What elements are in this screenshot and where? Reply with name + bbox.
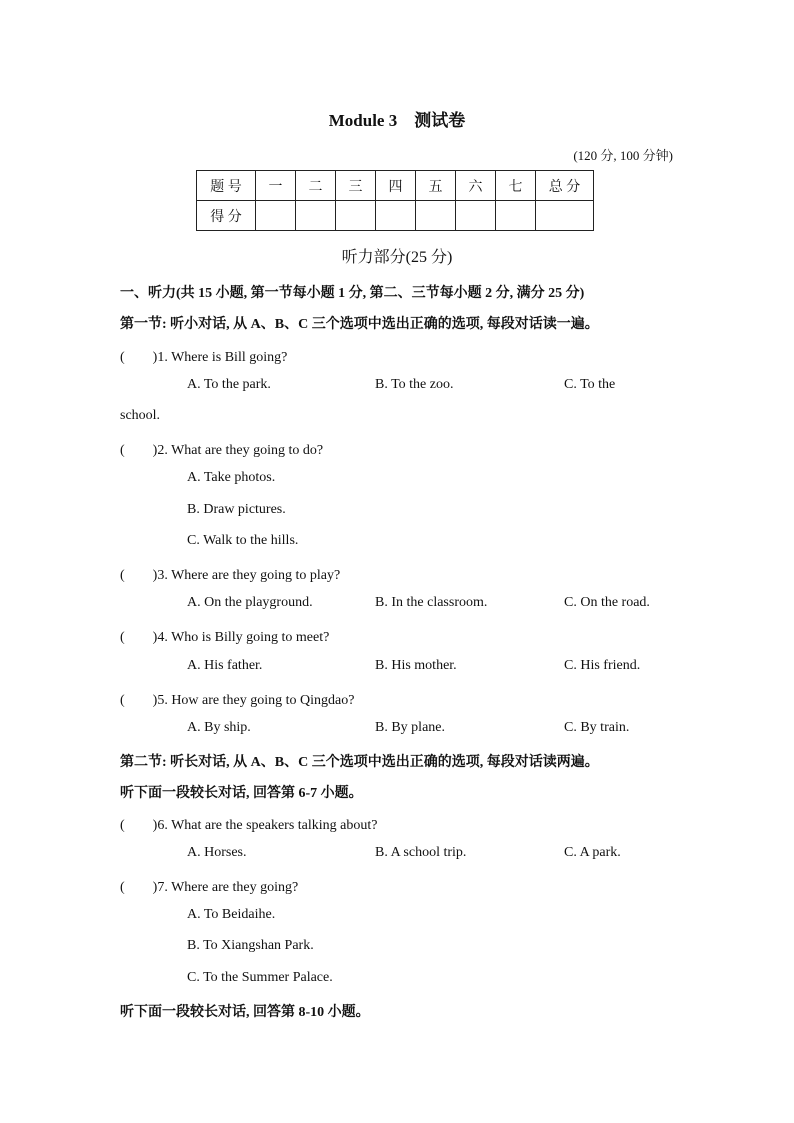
score-cell <box>416 201 456 231</box>
option-a: A. Horses. <box>187 845 247 860</box>
score-header-cell: 六 <box>456 171 496 201</box>
score-cell <box>496 201 536 231</box>
score-cell <box>256 201 296 231</box>
option-a: A. His father. <box>187 658 263 673</box>
subsection-heading: 第一节: 听小对话, 从 A、B、C 三个选项中选出正确的选项, 每段对话读一遍。 <box>120 317 599 332</box>
subsection-heading: 第二节: 听长对话, 从 A、B、C 三个选项中选出正确的选项, 每段对话读两遍。 <box>120 755 599 770</box>
score-header-cell: 一 <box>256 171 296 201</box>
time-score-note: (120 分, 100 分钟) <box>573 148 673 163</box>
score-cell <box>336 201 376 231</box>
score-header-cell: 二 <box>296 171 336 201</box>
dialog-note: 听下面一段较长对话, 回答第 6-7 小题。 <box>120 786 363 801</box>
option-a: A. To the park. <box>187 377 271 392</box>
score-table-header-row <box>197 171 594 201</box>
part-title: 听力部分(25 分) <box>341 249 453 266</box>
question-stem: ( )4. Who is Billy going to meet? <box>120 630 330 645</box>
score-cell <box>296 201 336 231</box>
score-header-cell: 五 <box>416 171 456 201</box>
score-table <box>196 170 594 231</box>
option-c: C. By train. <box>564 720 630 735</box>
question-stem: ( )5. How are they going to Qingdao? <box>120 693 355 708</box>
question-stem: ( )2. What are they going to do? <box>120 443 324 458</box>
option-a: A. To Beidaihe. <box>187 907 276 922</box>
score-header-cell: 四 <box>376 171 416 201</box>
option-b: B. Draw pictures. <box>187 502 286 517</box>
option-b: B. To the zoo. <box>375 377 454 392</box>
score-header-cell: 总 分 <box>536 171 594 201</box>
question-stem: ( )6. What are the speakers talking about? <box>120 818 378 833</box>
dialog-note: 听下面一段较长对话, 回答第 8-10 小题。 <box>120 1005 370 1020</box>
question-stem: ( )3. Where are they going to play? <box>120 568 341 583</box>
option-b: B. A school trip. <box>375 845 467 860</box>
score-header-cell: 三 <box>336 171 376 201</box>
score-cell <box>456 201 496 231</box>
question-stem: ( )1. Where is Bill going? <box>120 350 288 365</box>
option-c: C. Walk to the hills. <box>187 533 299 548</box>
option-a: A. Take photos. <box>187 470 276 485</box>
option-a: A. By ship. <box>187 720 251 735</box>
score-header-cell: 七 <box>496 171 536 201</box>
option-c-continued: school. <box>120 408 161 423</box>
option-c: C. A park. <box>564 845 621 860</box>
option-c: C. To the <box>564 377 616 392</box>
score-cell <box>536 201 594 231</box>
option-c: C. To the Summer Palace. <box>187 970 333 985</box>
section-heading: 一、听力(共 15 小题, 第一节每小题 1 分, 第二、三节每小题 2 分, 满分 25 分) <box>120 286 585 301</box>
option-c: C. On the road. <box>564 595 650 610</box>
option-a: A. On the playground. <box>187 595 313 610</box>
page-title: Module 3 测试卷 <box>328 111 466 130</box>
question-stem: ( )7. Where are they going? <box>120 880 299 895</box>
score-row-label: 得 分 <box>197 201 256 231</box>
option-b: B. His mother. <box>375 658 457 673</box>
option-b: B. To Xiangshan Park. <box>187 938 314 953</box>
option-b: B. In the classroom. <box>375 595 488 610</box>
score-table-score-row <box>197 201 594 231</box>
score-cell <box>376 201 416 231</box>
score-header-cell: 题 号 <box>197 171 256 201</box>
option-c: C. His friend. <box>564 658 641 673</box>
option-b: B. By plane. <box>375 720 445 735</box>
